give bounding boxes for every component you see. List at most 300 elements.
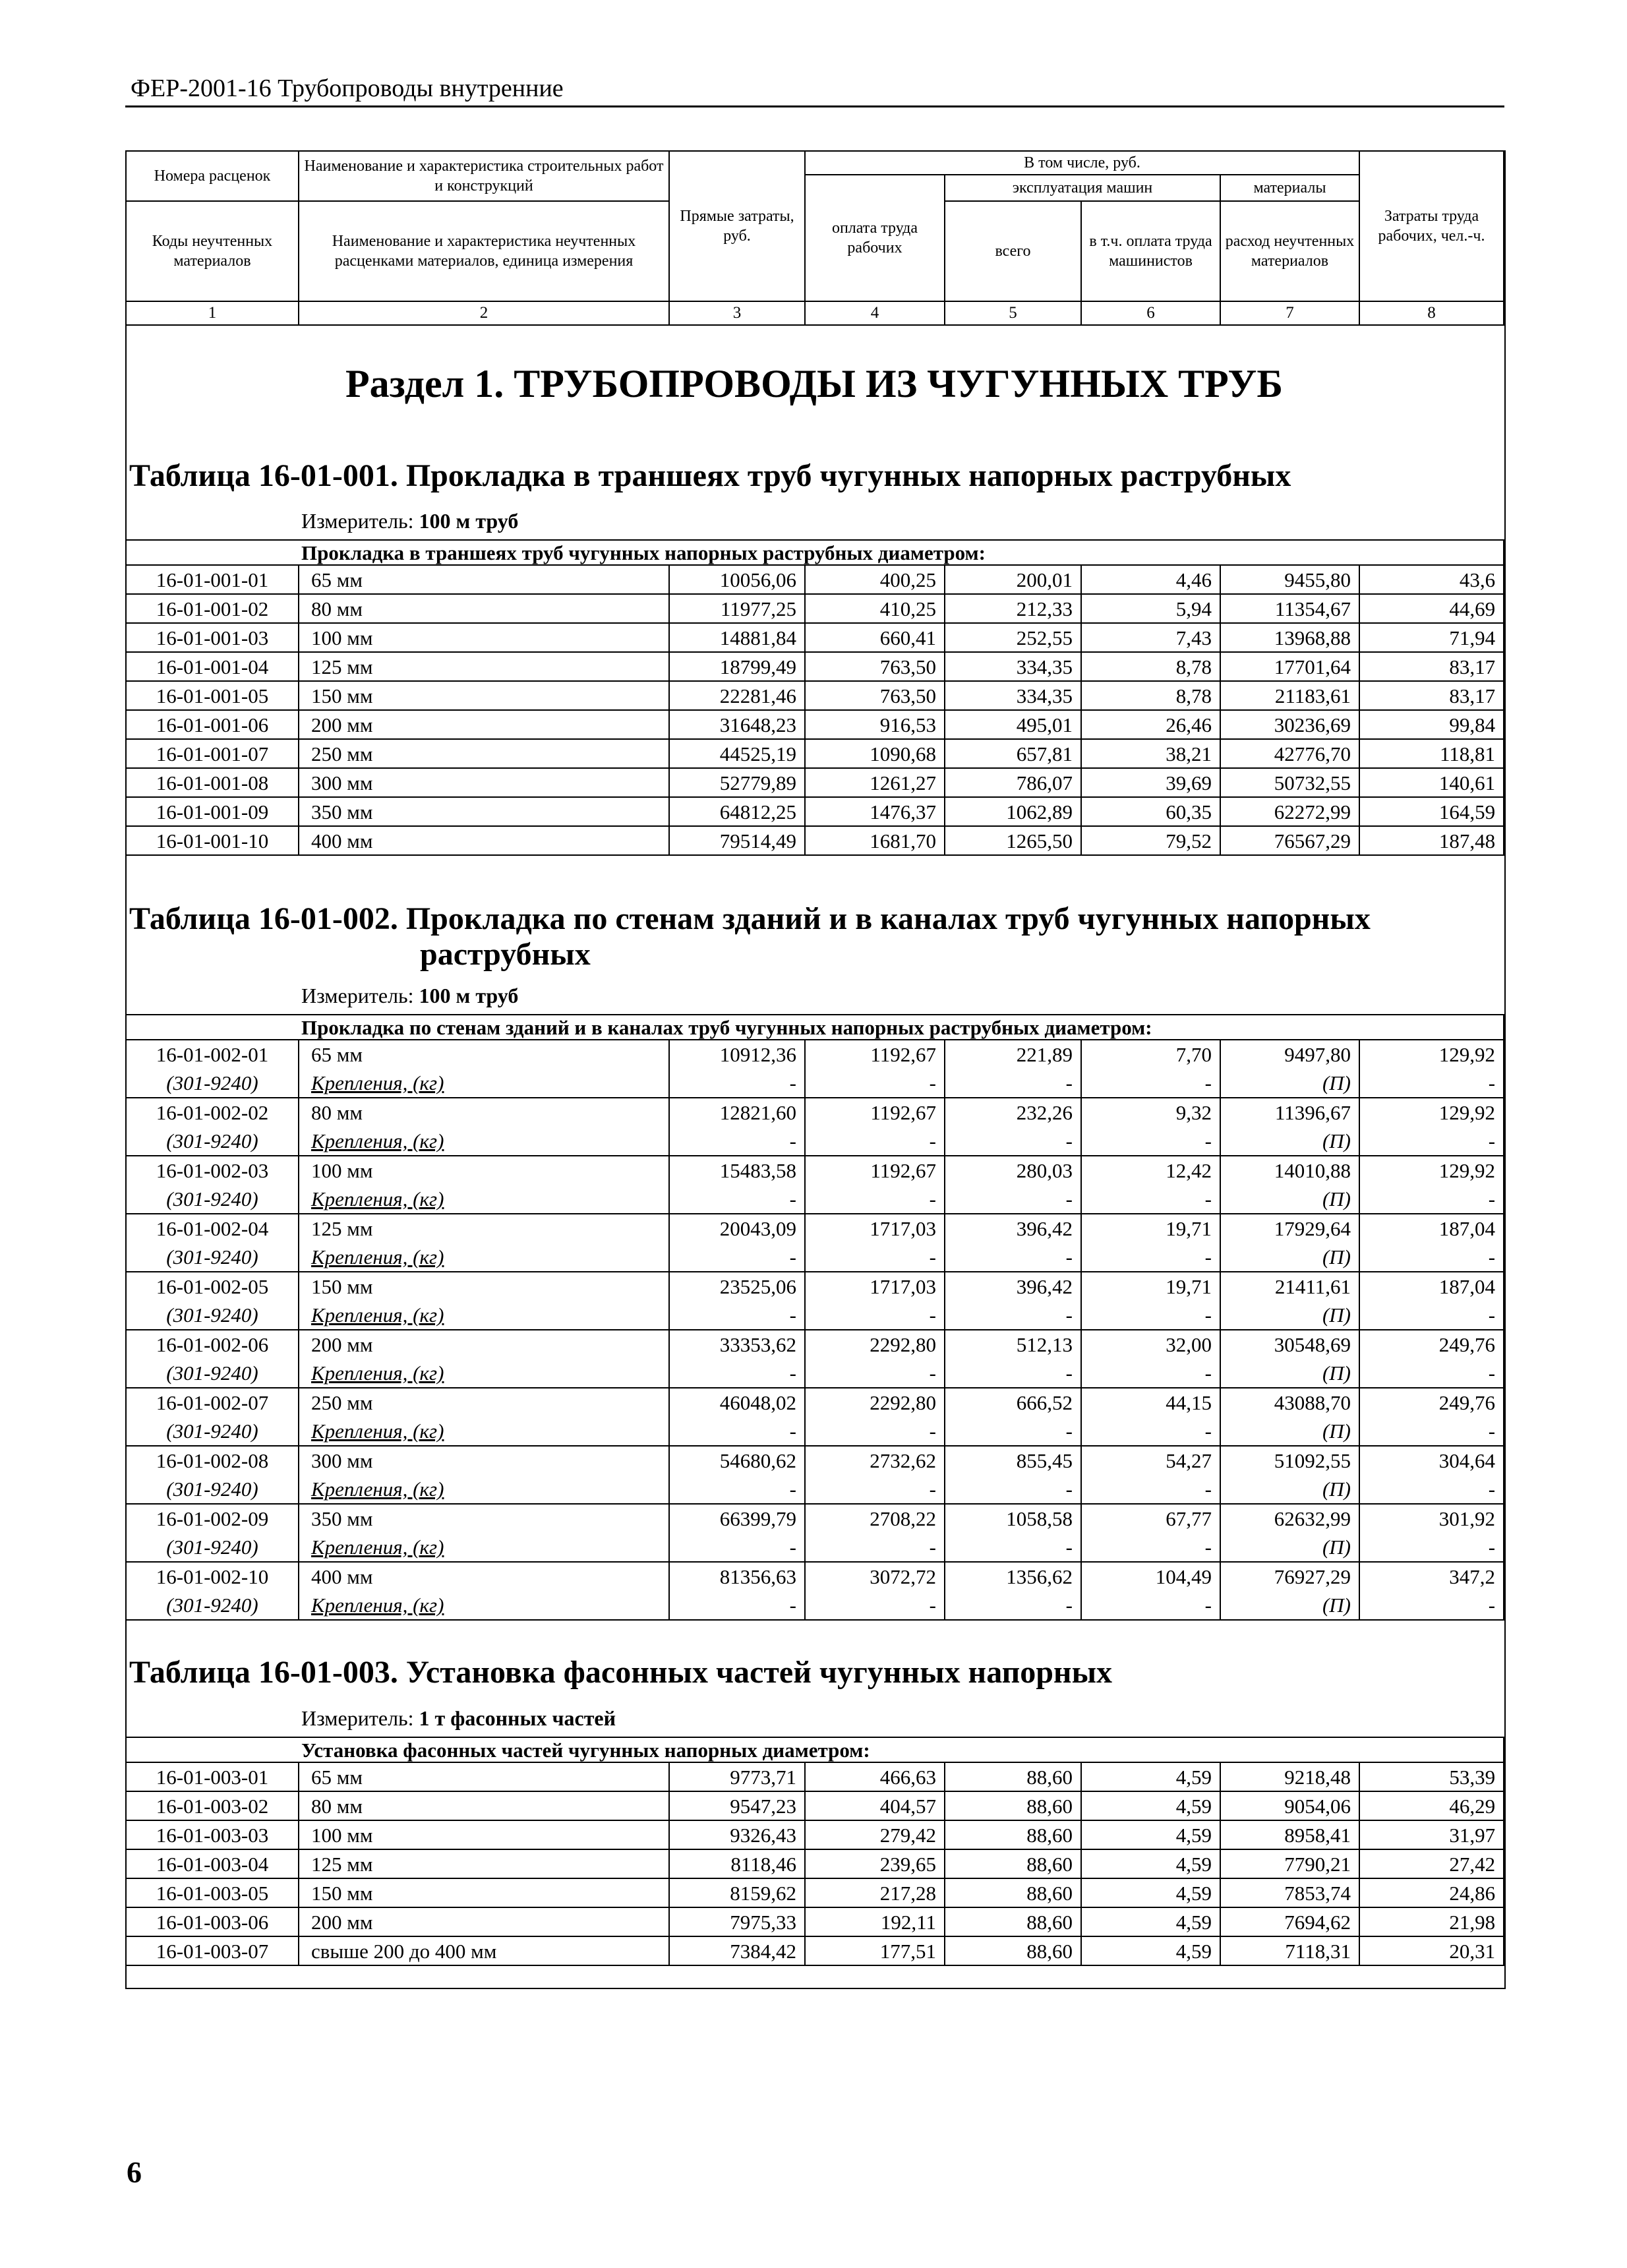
rate-code: 16-01-003-06	[126, 1907, 299, 1936]
header-col7: расход неучтенных материалов	[1220, 201, 1359, 301]
header-machines: эксплуатация машин	[945, 175, 1220, 201]
table-row	[126, 826, 1504, 855]
rate-code: 16-01-001-04	[126, 652, 299, 681]
table-row	[126, 710, 1504, 739]
value-c7: 7118,31	[1220, 1936, 1359, 1965]
value-c3: 11977,25	[669, 594, 805, 623]
material-name: Крепления, (кг)	[299, 1069, 669, 1098]
material-d7: (П)	[1220, 1359, 1359, 1388]
header-col1-top: Номера расценок	[126, 151, 299, 201]
value-c4: 239,65	[805, 1849, 945, 1878]
value-c3: 7384,42	[669, 1936, 805, 1965]
value-c7: 30236,69	[1220, 710, 1359, 739]
value-c3: 7975,33	[669, 1907, 805, 1936]
value-c6: 4,59	[1081, 1907, 1220, 1936]
value-c3: 64812,25	[669, 797, 805, 826]
value-c7: 11396,67	[1220, 1098, 1359, 1127]
material-d5: -	[945, 1475, 1081, 1504]
table-title-text: Установка фасонных частей чугунных напорных	[398, 1655, 1113, 1690]
table-subheader: Установка фасонных частей чугунных напорных диаметром:	[126, 1737, 1504, 1762]
value-c8: 83,17	[1359, 652, 1504, 681]
value-c5: 334,35	[945, 681, 1081, 710]
table-row	[126, 565, 1504, 594]
value-c7: 62632,99	[1220, 1504, 1359, 1533]
value-c7: 8958,41	[1220, 1820, 1359, 1849]
rate-code: 16-01-002-01	[126, 1040, 299, 1069]
material-d8: -	[1359, 1243, 1504, 1272]
value-c8: 53,39	[1359, 1762, 1504, 1791]
material-code: (301-9240)	[126, 1185, 299, 1214]
table-title-text: Прокладка в траншеях труб чугунных напорных раструбных	[398, 458, 1291, 493]
rates-table	[125, 1014, 1504, 1621]
value-c3: 54680,62	[669, 1446, 805, 1475]
value-c5: 252,55	[945, 623, 1081, 652]
table-row	[126, 1936, 1504, 1965]
value-c8: 46,29	[1359, 1791, 1504, 1820]
work-name: 150 мм	[299, 1878, 669, 1907]
material-d5: -	[945, 1301, 1081, 1330]
value-c8: 301,92	[1359, 1504, 1504, 1533]
table-row	[126, 1849, 1504, 1878]
value-c4: 217,28	[805, 1878, 945, 1907]
material-d7: (П)	[1220, 1533, 1359, 1562]
column-header-table	[125, 150, 1504, 326]
measure-label: Измеритель:	[301, 984, 414, 1007]
material-d4: -	[805, 1417, 945, 1446]
material-code: (301-9240)	[126, 1243, 299, 1272]
value-c8: 31,97	[1359, 1820, 1504, 1849]
work-name: 200 мм	[299, 710, 669, 739]
material-d3: -	[669, 1417, 805, 1446]
value-c6: 44,15	[1081, 1388, 1220, 1417]
value-c7: 9218,48	[1220, 1762, 1359, 1791]
value-c7: 62272,99	[1220, 797, 1359, 826]
value-c6: 7,43	[1081, 623, 1220, 652]
work-name: 250 мм	[299, 1388, 669, 1417]
material-d4: -	[805, 1069, 945, 1098]
material-d8: -	[1359, 1185, 1504, 1214]
material-d8: -	[1359, 1069, 1504, 1098]
material-d6: -	[1081, 1301, 1220, 1330]
measure	[301, 509, 518, 533]
value-c3: 18799,49	[669, 652, 805, 681]
table-row	[126, 739, 1504, 768]
section-title: Раздел 1. ТРУБОПРОВОДЫ ИЗ ЧУГУННЫХ ТРУБ	[345, 362, 1284, 405]
value-c7: 76567,29	[1220, 826, 1359, 855]
header-number: 1	[126, 301, 299, 325]
value-c7: 14010,88	[1220, 1156, 1359, 1185]
measure-value: 1 т фасонных частей	[413, 1706, 616, 1730]
header-number: 7	[1220, 301, 1359, 325]
value-c8: 43,6	[1359, 565, 1504, 594]
material-d3: -	[669, 1475, 805, 1504]
work-name: 125 мм	[299, 1214, 669, 1243]
rate-code: 16-01-002-05	[126, 1272, 299, 1301]
measure-value: 100 м труб	[413, 984, 519, 1007]
header-col1-bottom: Коды неучтенных материалов	[126, 201, 299, 301]
value-c5: 786,07	[945, 768, 1081, 797]
table-row	[126, 1040, 1504, 1069]
value-c8: 140,61	[1359, 768, 1504, 797]
measure-label: Измеритель:	[301, 509, 414, 533]
header-col3: Прямые затраты, руб.	[669, 151, 805, 301]
material-code: (301-9240)	[126, 1127, 299, 1156]
value-c7: 42776,70	[1220, 739, 1359, 768]
value-c4: 192,11	[805, 1907, 945, 1936]
value-c8: 71,94	[1359, 623, 1504, 652]
value-c4: 1717,03	[805, 1214, 945, 1243]
value-c4: 279,42	[805, 1820, 945, 1849]
value-c4: 763,50	[805, 652, 945, 681]
material-row	[126, 1243, 1504, 1272]
material-d7: (П)	[1220, 1185, 1359, 1214]
value-c8: 118,81	[1359, 739, 1504, 768]
value-c4: 1261,27	[805, 768, 945, 797]
material-d5: -	[945, 1533, 1081, 1562]
value-c8: 83,17	[1359, 681, 1504, 710]
rates-table	[125, 539, 1504, 856]
header-group: В том числе, руб.	[805, 151, 1359, 175]
work-name: 300 мм	[299, 768, 669, 797]
material-d8: -	[1359, 1475, 1504, 1504]
measure-value: 100 м труб	[413, 509, 519, 533]
table-row	[126, 1791, 1504, 1820]
table-row	[126, 1907, 1504, 1936]
header-number: 5	[945, 301, 1081, 325]
material-code: (301-9240)	[126, 1533, 299, 1562]
value-c5: 1265,50	[945, 826, 1081, 855]
rate-code: 16-01-002-10	[126, 1562, 299, 1591]
value-c6: 104,49	[1081, 1562, 1220, 1591]
value-c5: 666,52	[945, 1388, 1081, 1417]
value-c5: 200,01	[945, 565, 1081, 594]
rate-code: 16-01-002-04	[126, 1214, 299, 1243]
table-row	[126, 1504, 1504, 1533]
material-row	[126, 1591, 1504, 1620]
value-c5: 232,26	[945, 1098, 1081, 1127]
table-row	[126, 1156, 1504, 1185]
value-c6: 9,32	[1081, 1098, 1220, 1127]
value-c5: 212,33	[945, 594, 1081, 623]
work-name: 350 мм	[299, 797, 669, 826]
material-d6: -	[1081, 1185, 1220, 1214]
value-c7: 9054,06	[1220, 1791, 1359, 1820]
rate-code: 16-01-002-03	[126, 1156, 299, 1185]
material-d6: -	[1081, 1069, 1220, 1098]
material-d5: -	[945, 1069, 1081, 1098]
value-c6: 38,21	[1081, 739, 1220, 768]
table-row	[126, 623, 1504, 652]
table-title-continuation: раструбных	[420, 937, 591, 972]
table-row	[126, 1446, 1504, 1475]
material-d6: -	[1081, 1243, 1220, 1272]
value-c8: 129,92	[1359, 1040, 1504, 1069]
header-col2-top: Наименование и характеристика строительных работ и конструкций	[299, 151, 669, 201]
rate-code: 16-01-001-05	[126, 681, 299, 710]
value-c4: 763,50	[805, 681, 945, 710]
value-c6: 7,70	[1081, 1040, 1220, 1069]
value-c3: 81356,63	[669, 1562, 805, 1591]
material-d6: -	[1081, 1591, 1220, 1620]
page-number: 6	[127, 2155, 142, 2189]
value-c3: 14881,84	[669, 623, 805, 652]
value-c5: 396,42	[945, 1272, 1081, 1301]
rate-code: 16-01-001-07	[126, 739, 299, 768]
rate-code: 16-01-003-02	[126, 1791, 299, 1820]
value-c3: 8159,62	[669, 1878, 805, 1907]
table-title	[129, 455, 1291, 497]
value-c5: 396,42	[945, 1214, 1081, 1243]
work-name: 100 мм	[299, 623, 669, 652]
material-d7: (П)	[1220, 1475, 1359, 1504]
value-c7: 17701,64	[1220, 652, 1359, 681]
table-row	[126, 594, 1504, 623]
material-d5: -	[945, 1359, 1081, 1388]
work-name: 400 мм	[299, 1562, 669, 1591]
table-title-number: Таблица 16-01-002.	[129, 901, 398, 936]
value-c6: 8,78	[1081, 652, 1220, 681]
rate-code: 16-01-001-03	[126, 623, 299, 652]
value-c4: 2292,80	[805, 1388, 945, 1417]
value-c6: 4,59	[1081, 1878, 1220, 1907]
value-c3: 10056,06	[669, 565, 805, 594]
material-d8: -	[1359, 1127, 1504, 1156]
value-c6: 4,46	[1081, 565, 1220, 594]
rate-code: 16-01-002-02	[126, 1098, 299, 1127]
value-c6: 4,59	[1081, 1936, 1220, 1965]
value-c8: 187,04	[1359, 1272, 1504, 1301]
material-d4: -	[805, 1301, 945, 1330]
value-c4: 1090,68	[805, 739, 945, 768]
value-c5: 88,60	[945, 1849, 1081, 1878]
material-d4: -	[805, 1127, 945, 1156]
value-c5: 657,81	[945, 739, 1081, 768]
material-d3: -	[669, 1533, 805, 1562]
material-name: Крепления, (кг)	[299, 1475, 669, 1504]
page-header: ФЕР-2001-16 Трубопроводы внутренние	[131, 75, 564, 102]
value-c4: 916,53	[805, 710, 945, 739]
header-number: 6	[1081, 301, 1220, 325]
material-d3: -	[669, 1243, 805, 1272]
value-c7: 21411,61	[1220, 1272, 1359, 1301]
value-c3: 20043,09	[669, 1214, 805, 1243]
material-row	[126, 1417, 1504, 1446]
material-d8: -	[1359, 1359, 1504, 1388]
material-d8: -	[1359, 1417, 1504, 1446]
material-d4: -	[805, 1475, 945, 1504]
table-row	[126, 1098, 1504, 1127]
header-col5: всего	[945, 201, 1081, 301]
rate-code: 16-01-001-02	[126, 594, 299, 623]
rate-code: 16-01-003-04	[126, 1849, 299, 1878]
material-name: Крепления, (кг)	[299, 1417, 669, 1446]
material-d4: -	[805, 1359, 945, 1388]
rate-code: 16-01-003-07	[126, 1936, 299, 1965]
value-c5: 88,60	[945, 1820, 1081, 1849]
value-c6: 32,00	[1081, 1330, 1220, 1359]
value-c3: 12821,60	[669, 1098, 805, 1127]
value-c3: 9773,71	[669, 1762, 805, 1791]
header-rule	[125, 105, 1504, 107]
value-c3: 9326,43	[669, 1820, 805, 1849]
value-c6: 19,71	[1081, 1272, 1220, 1301]
value-c7: 7853,74	[1220, 1878, 1359, 1907]
value-c3: 10912,36	[669, 1040, 805, 1069]
material-d5: -	[945, 1591, 1081, 1620]
value-c7: 17929,64	[1220, 1214, 1359, 1243]
value-c4: 660,41	[805, 623, 945, 652]
table-row	[126, 652, 1504, 681]
material-d7: (П)	[1220, 1127, 1359, 1156]
material-d5: -	[945, 1417, 1081, 1446]
work-name: 65 мм	[299, 1762, 669, 1791]
value-c4: 2732,62	[805, 1446, 945, 1475]
value-c7: 9497,80	[1220, 1040, 1359, 1069]
material-d8: -	[1359, 1591, 1504, 1620]
rate-code: 16-01-003-03	[126, 1820, 299, 1849]
material-d5: -	[945, 1127, 1081, 1156]
value-c4: 400,25	[805, 565, 945, 594]
material-d3: -	[669, 1359, 805, 1388]
material-row	[126, 1301, 1504, 1330]
value-c4: 410,25	[805, 594, 945, 623]
value-c8: 164,59	[1359, 797, 1504, 826]
work-name: 150 мм	[299, 681, 669, 710]
material-name: Крепления, (кг)	[299, 1533, 669, 1562]
value-c3: 33353,62	[669, 1330, 805, 1359]
rates-table	[125, 1737, 1504, 1966]
table-row	[126, 681, 1504, 710]
material-d7: (П)	[1220, 1301, 1359, 1330]
value-c4: 1192,67	[805, 1040, 945, 1069]
value-c4: 1192,67	[805, 1156, 945, 1185]
work-name: 65 мм	[299, 565, 669, 594]
table-row	[126, 1214, 1504, 1243]
material-name: Крепления, (кг)	[299, 1185, 669, 1214]
value-c8: 21,98	[1359, 1907, 1504, 1936]
work-name: 150 мм	[299, 1272, 669, 1301]
value-c6: 54,27	[1081, 1446, 1220, 1475]
value-c4: 177,51	[805, 1936, 945, 1965]
value-c5: 88,60	[945, 1907, 1081, 1936]
material-d3: -	[669, 1185, 805, 1214]
table-title-number: Таблица 16-01-001.	[129, 458, 398, 493]
value-c5: 1058,58	[945, 1504, 1081, 1533]
work-name: 80 мм	[299, 1791, 669, 1820]
value-c8: 249,76	[1359, 1330, 1504, 1359]
material-row	[126, 1069, 1504, 1098]
rate-code: 16-01-001-08	[126, 768, 299, 797]
value-c6: 4,59	[1081, 1762, 1220, 1791]
value-c6: 4,59	[1081, 1820, 1220, 1849]
header-col2-bottom: Наименование и характеристика неучтенных расценками материалов, единица измерения	[299, 201, 669, 301]
work-name: 80 мм	[299, 594, 669, 623]
rate-code: 16-01-003-05	[126, 1878, 299, 1907]
value-c5: 334,35	[945, 652, 1081, 681]
value-c6: 8,78	[1081, 681, 1220, 710]
measure	[301, 1706, 616, 1731]
work-name: 250 мм	[299, 739, 669, 768]
table-row	[126, 1562, 1504, 1591]
value-c6: 26,46	[1081, 710, 1220, 739]
value-c7: 50732,55	[1220, 768, 1359, 797]
table-title-number: Таблица 16-01-003.	[129, 1655, 398, 1690]
material-row	[126, 1533, 1504, 1562]
material-row	[126, 1127, 1504, 1156]
material-d4: -	[805, 1185, 945, 1214]
value-c7: 13968,88	[1220, 623, 1359, 652]
value-c4: 1476,37	[805, 797, 945, 826]
material-row	[126, 1185, 1504, 1214]
header-col6: в т.ч. оплата труда машинистов	[1081, 201, 1220, 301]
material-d7: (П)	[1220, 1069, 1359, 1098]
value-c4: 2292,80	[805, 1330, 945, 1359]
material-code: (301-9240)	[126, 1069, 299, 1098]
material-d3: -	[669, 1301, 805, 1330]
value-c8: 24,86	[1359, 1878, 1504, 1907]
value-c4: 2708,22	[805, 1504, 945, 1533]
rate-code: 16-01-001-01	[126, 565, 299, 594]
table-row	[126, 1762, 1504, 1791]
value-c6: 5,94	[1081, 594, 1220, 623]
header-col8: Затраты труда рабочих, чел.-ч.	[1359, 151, 1504, 301]
work-name: 200 мм	[299, 1330, 669, 1359]
table-subheader: Прокладка по стенам зданий и в каналах труб чугунных напорных раструбных диаметром:	[126, 1015, 1504, 1040]
value-c7: 76927,29	[1220, 1562, 1359, 1591]
value-c6: 4,59	[1081, 1791, 1220, 1820]
header-col4: оплата труда рабочих	[805, 175, 945, 301]
material-d5: -	[945, 1185, 1081, 1214]
value-c4: 404,57	[805, 1791, 945, 1820]
value-c4: 466,63	[805, 1762, 945, 1791]
rate-code: 16-01-001-10	[126, 826, 299, 855]
value-c3: 9547,23	[669, 1791, 805, 1820]
material-d7: (П)	[1220, 1243, 1359, 1272]
value-c8: 187,48	[1359, 826, 1504, 855]
measure-label: Измеритель:	[301, 1706, 414, 1730]
material-d5: -	[945, 1243, 1081, 1272]
table-row	[126, 1330, 1504, 1359]
value-c6: 19,71	[1081, 1214, 1220, 1243]
value-c4: 1192,67	[805, 1098, 945, 1127]
work-name: 350 мм	[299, 1504, 669, 1533]
value-c6: 12,42	[1081, 1156, 1220, 1185]
work-name: 100 мм	[299, 1820, 669, 1849]
value-c6: 4,59	[1081, 1849, 1220, 1878]
rate-code: 16-01-003-01	[126, 1762, 299, 1791]
work-name: 125 мм	[299, 1849, 669, 1878]
value-c7: 7694,62	[1220, 1907, 1359, 1936]
value-c8: 187,04	[1359, 1214, 1504, 1243]
value-c3: 22281,46	[669, 681, 805, 710]
header-materials: материалы	[1220, 175, 1359, 201]
material-code: (301-9240)	[126, 1475, 299, 1504]
value-c7: 51092,55	[1220, 1446, 1359, 1475]
rate-code: 16-01-002-07	[126, 1388, 299, 1417]
value-c3: 66399,79	[669, 1504, 805, 1533]
value-c7: 21183,61	[1220, 681, 1359, 710]
value-c5: 1356,62	[945, 1562, 1081, 1591]
value-c5: 88,60	[945, 1878, 1081, 1907]
material-name: Крепления, (кг)	[299, 1359, 669, 1388]
material-d6: -	[1081, 1533, 1220, 1562]
material-row	[126, 1475, 1504, 1504]
value-c7: 11354,67	[1220, 594, 1359, 623]
value-c5: 512,13	[945, 1330, 1081, 1359]
material-code: (301-9240)	[126, 1301, 299, 1330]
value-c8: 99,84	[1359, 710, 1504, 739]
material-d7: (П)	[1220, 1591, 1359, 1620]
